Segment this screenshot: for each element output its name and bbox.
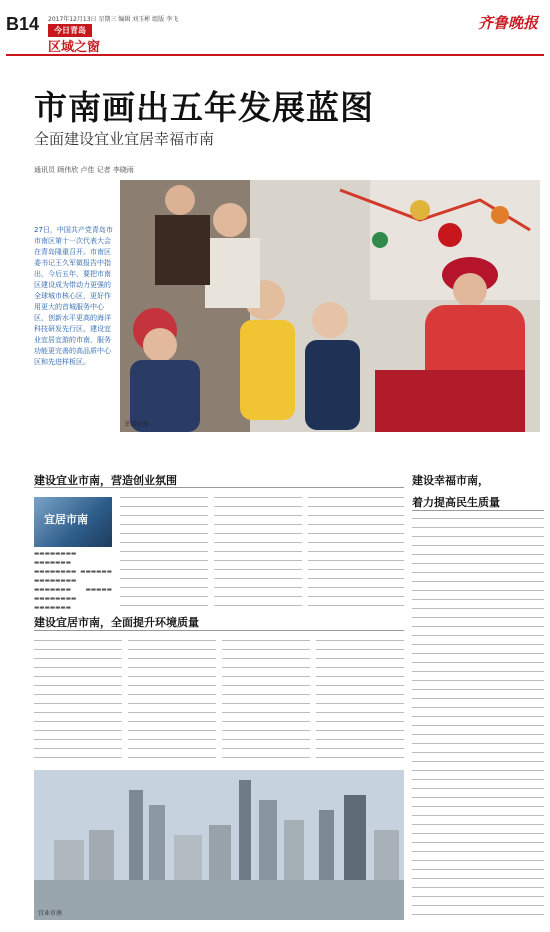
inset-logo-text: 宜居市南 bbox=[44, 513, 88, 526]
header-divider bbox=[6, 54, 544, 56]
intro-paragraph: 27日，中国共产党青岛市市南区第十一次代表大会在青岛隆重召开。市南区委书记王久军做报告中指出，今后五年，要把市南区建设成为带动力更强的全球城市核心区，更好作用更大的首城服务中心区，创新水平更高的海洋科技研发先行区，建设宜业宜居宜游的市南，服务功能更完善的高品质中心区和先进样板区。 bbox=[34, 226, 113, 366]
section-tag: 今日青岛 bbox=[48, 24, 92, 37]
masthead-logo: 齐鲁晚报 bbox=[477, 14, 538, 32]
issue-meta: 2017年12月13日 星期三 编辑 刘玉彬 组版 李飞 bbox=[48, 16, 179, 23]
byline: 通讯员 顾伟欣 卢佳 记者 李晓雨 bbox=[34, 166, 134, 174]
column-text bbox=[34, 640, 122, 760]
column-text bbox=[128, 640, 216, 760]
city-skyline-photo bbox=[34, 770, 404, 920]
city-photo-caption: 宜业市南 bbox=[38, 910, 63, 917]
section-divider bbox=[412, 510, 544, 511]
column-body-placeholder: ▬▬▬▬▬▬▬▬ ▬▬▬▬▬▬▬ ▬▬▬▬▬▬▬▬ ▬▬▬▬▬▬ ▬▬▬▬▬▬▬▬ ▬▬▬▬▬▬▬ ▬▬▬▬▬ ▬▬▬▬▬▬▬▬ ▬▬▬▬▬▬▬ bbox=[34, 551, 112, 611]
headline: 市南画出五年发展蓝图 bbox=[34, 88, 374, 127]
column-text bbox=[222, 640, 310, 760]
photo-caption: 幸福市南 bbox=[124, 421, 149, 428]
column-text bbox=[214, 497, 302, 612]
section-title-happy-line1: 建设幸福市南， bbox=[412, 474, 489, 487]
section-title-livable: 建设宜居市南，全面提升环境质量 bbox=[34, 616, 199, 629]
section-title-business: 建设宜业市南，营造创业氛围 bbox=[34, 474, 177, 487]
skyline-illustration bbox=[34, 770, 404, 920]
section-title-happy-line2: 着力提高民生质量 bbox=[412, 496, 500, 509]
column-text bbox=[34, 550, 112, 612]
column-text bbox=[316, 640, 404, 760]
main-photo bbox=[120, 180, 540, 432]
subheadline: 全面建设宜业宜居幸福市南 bbox=[34, 130, 215, 148]
section-divider bbox=[34, 630, 404, 631]
column-text bbox=[308, 497, 404, 612]
photo-illustration bbox=[120, 180, 540, 432]
page-code: B14 bbox=[6, 14, 40, 34]
section-name: 区域之窗 bbox=[48, 40, 101, 55]
column-text bbox=[120, 497, 208, 612]
column-text bbox=[412, 518, 544, 922]
inset-photo bbox=[34, 497, 112, 547]
